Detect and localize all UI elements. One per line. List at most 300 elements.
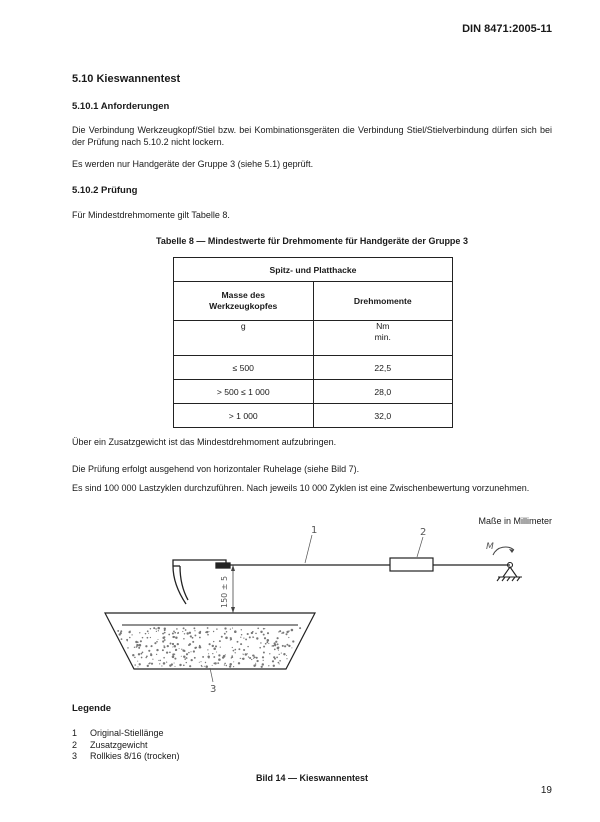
gravel-dot [255, 663, 256, 664]
gravel-dot [158, 660, 159, 661]
figure-caption: Bild 14 — Kieswannentest [255, 773, 369, 783]
gravel-dot [213, 641, 214, 642]
after-table-paragraph-2: Die Prüfung erfolgt ausgehend von horizontaler Ruhelage (siehe Bild 7). [72, 464, 360, 474]
gravel-dot [207, 634, 209, 636]
gravel-dot [273, 665, 275, 667]
gravel-dot [215, 645, 217, 647]
gravel-dot [190, 651, 191, 652]
gravel-dot [137, 666, 138, 667]
after-table-paragraph-3: Es sind 100 000 Lastzyklen durchzuführen. Nach jeweils 10 000 Zyklen ist eine Zwischenbewertung vorzunehmen. [72, 483, 530, 493]
table-col-mass-header-text: Masse des Werkzeugkopfes [209, 290, 278, 311]
gravel-dot [139, 663, 141, 665]
legend-item-num: 3 [72, 751, 78, 761]
gravel-dot [134, 664, 136, 666]
gravel-dot [277, 643, 279, 645]
gravel-dot [229, 663, 232, 666]
gravel-dot [241, 629, 242, 630]
gravel-dot [263, 660, 264, 661]
gravel-dot [175, 636, 177, 638]
gravel-dot [182, 649, 184, 651]
gravel-dot [214, 662, 216, 664]
gravel-dot [222, 656, 224, 658]
gravel-dot [191, 659, 193, 661]
gravel-dot [201, 665, 202, 666]
subsection-heading-requirements: 5.10.1 Anforderungen [72, 101, 170, 112]
gravel-dot [159, 660, 161, 662]
table-col-torque-unit [313, 321, 453, 356]
legend-item [72, 740, 180, 752]
gravel-dot [183, 656, 185, 658]
section-heading: 5.10 Kieswannentest [72, 73, 181, 85]
gravel-dot [142, 637, 144, 639]
gravel-dot [134, 657, 136, 659]
gravel-dot [145, 633, 147, 635]
gravel-dot [207, 627, 209, 629]
gravel-dot [238, 662, 240, 664]
gravel-dot [233, 661, 234, 662]
gravel-dot [120, 631, 121, 632]
gravel-dot [117, 630, 119, 632]
gravel-dot [181, 656, 182, 657]
gravel-dot [153, 627, 155, 629]
gravel-dot [260, 631, 262, 633]
additional-weight [390, 558, 433, 571]
gravel-dot [142, 651, 144, 653]
gravel-dot [194, 630, 195, 631]
gravel-dot [193, 650, 195, 652]
gravel-dot [231, 655, 232, 656]
table-caption: Tabelle 8 — Mindestwerte für Drehmomente für Handgeräte der Gruppe 3 [156, 236, 468, 246]
table-group-header: Spitz- und Platthacke [174, 258, 453, 282]
gravel-dot [204, 666, 205, 667]
test-paragraph-1: Für Mindestdrehmomente gilt Tabelle 8. [72, 210, 230, 220]
gravel-dot [263, 634, 265, 636]
gravel-dot [288, 637, 289, 638]
gravel-dot [169, 651, 171, 653]
gravel-dot [218, 658, 221, 661]
gravel-dot [263, 628, 265, 630]
gravel-dot [281, 633, 282, 634]
table-row [174, 356, 453, 380]
table-cell-mass: ≤ 500 [174, 356, 314, 380]
gravel-dot [161, 665, 162, 666]
gravel-dot [181, 649, 182, 650]
gravel-dot [141, 657, 143, 659]
gravel-dot [291, 629, 294, 632]
gravel-dot [186, 653, 188, 655]
gravel-dot [268, 665, 269, 666]
gravel-dot [174, 662, 175, 663]
gravel-dot [185, 629, 187, 631]
leader-line-1 [305, 535, 312, 563]
gravel-dot [150, 654, 152, 656]
gravel-dot [233, 650, 235, 652]
gravel-dot [256, 637, 258, 639]
gravel-dot [147, 665, 149, 667]
gravel-tub [105, 613, 315, 669]
gravel-dot [192, 641, 194, 643]
gravel-dot [274, 644, 276, 646]
gravel-dot [213, 648, 216, 651]
gravel-dot [237, 641, 239, 643]
gravel-dot [148, 663, 149, 664]
gravel-dot [145, 657, 147, 659]
gravel-dot [234, 649, 236, 651]
gravel-dot [162, 640, 164, 642]
gravel-dot [179, 648, 180, 649]
gravel-dot [166, 651, 168, 653]
gravel-dot [162, 633, 164, 635]
gravel-dot [260, 642, 261, 643]
gravel-dot [212, 653, 213, 654]
gravel-dot [189, 665, 191, 667]
gravel-dot [209, 643, 211, 645]
gravel-dot [172, 656, 175, 659]
gravel-dot [176, 628, 178, 630]
gravel-dot [264, 628, 265, 629]
gravel-dot [172, 643, 174, 645]
gravel-dot [284, 645, 286, 647]
requirements-paragraph-1: Die Verbindung Werkzeugkopf/Stiel bzw. bei Kombinationsgeräten die Verbindung Stiel/Stielverbindung dürfen sich bei der Prüfung nach 5.10.2 nicht lockern. [72, 125, 552, 148]
gravel-dot [174, 666, 175, 667]
table-cell-mass: > 1 000 [174, 404, 314, 428]
gravel-dot [184, 633, 185, 634]
gravel-dot [279, 660, 281, 662]
gravel-dot [128, 631, 130, 633]
gravel-dot [175, 650, 176, 651]
gravel-dot [177, 643, 179, 645]
gravel-dot [183, 664, 185, 666]
gravel-dot [207, 655, 210, 658]
gravel-dot [243, 638, 244, 639]
gravel-dot [183, 627, 185, 629]
table-col-torque-unit-line2: min. [374, 332, 391, 342]
gravel-dot [282, 645, 284, 647]
gravel-dot [230, 638, 232, 640]
gravel-dot [145, 645, 147, 647]
legend-item-num: 1 [72, 728, 78, 738]
gravel-dot [155, 628, 156, 629]
gravel-dot [202, 656, 204, 658]
gravel-dot [174, 632, 176, 634]
gravel-dot [151, 645, 153, 647]
gravel-dot [216, 628, 217, 629]
gravel-dot [272, 660, 274, 662]
gravel-dot [164, 628, 166, 630]
gravel-dot [212, 665, 213, 666]
gravel-dot [188, 652, 189, 653]
gravel-dot [243, 649, 245, 651]
table-cell-mass: > 500 ≤ 1 000 [174, 380, 314, 404]
gravel-dot [136, 644, 139, 647]
gravel-dot [276, 657, 278, 659]
gravel-dot [148, 633, 149, 634]
gravel-dot [218, 654, 220, 656]
leader-line-3 [210, 668, 213, 682]
gravel-dot [164, 639, 166, 641]
gravel-dot [164, 636, 166, 638]
page-number: 19 [540, 785, 552, 796]
torque-table [173, 257, 453, 428]
gravel-dot [219, 640, 221, 642]
gravel-dot [207, 649, 208, 650]
table-col-torque-header: Drehmomente [313, 282, 453, 321]
gravel-dot [132, 654, 134, 656]
figure-label-3: 3 [210, 684, 217, 695]
gravel-dot [121, 638, 123, 640]
gravel-dot [147, 637, 149, 639]
gravel-dot [226, 631, 228, 633]
gravel-dot [272, 645, 273, 646]
gravel-dot [186, 662, 187, 663]
figure-label-2: 2 [420, 527, 427, 538]
gravel-dot [199, 662, 200, 663]
gravel-dot [140, 640, 142, 642]
gravel-dot [247, 646, 248, 647]
gravel-dot [138, 653, 140, 655]
gravel-dot [230, 628, 231, 629]
gravel-dot [163, 645, 164, 646]
gravel-dot [252, 655, 254, 657]
gravel-dot [224, 633, 226, 635]
gravel-dot [291, 647, 292, 648]
gravel-dot [163, 657, 165, 659]
gravel-dot [174, 658, 176, 660]
table-row [174, 404, 453, 428]
gravel-dot [150, 637, 151, 638]
gravel-dot [261, 666, 263, 668]
gravel-dot [225, 654, 226, 655]
gravel-dot [278, 662, 280, 664]
gravel-dot [147, 630, 149, 632]
gravel-dot [278, 631, 279, 632]
legend-title: Legende [72, 703, 112, 714]
legend-list [72, 728, 180, 763]
gravel-dot [229, 665, 231, 667]
gravel-dot [242, 658, 244, 660]
gravel-dot [164, 632, 166, 634]
gravel-dot [240, 658, 241, 659]
gravel-dot [156, 649, 158, 651]
legend-item [72, 751, 180, 763]
gravel-dot [172, 653, 174, 655]
gravel-dot [255, 633, 257, 635]
gravel-dot [247, 653, 248, 654]
gravel-dot [263, 652, 265, 654]
gravel-dot [253, 664, 255, 666]
gravel-dot [182, 631, 183, 632]
gravel-dot [139, 644, 142, 647]
gravel-dot [279, 654, 280, 655]
gravel-dot [152, 659, 153, 660]
gravel-dot [286, 655, 287, 656]
moment-label: M [486, 542, 494, 552]
gravel-dot [173, 631, 175, 633]
gravel-dot [292, 640, 294, 642]
gravel-dot [199, 646, 201, 648]
gravel-dot [154, 642, 156, 644]
gravel-dot [136, 646, 137, 647]
legend-item [72, 728, 180, 740]
gravel-dot [156, 631, 157, 632]
gravel-dot [253, 658, 254, 659]
gravel-dot [189, 643, 191, 645]
table-row [174, 380, 453, 404]
gravel-dot [224, 663, 226, 665]
gravel-dot [232, 628, 233, 629]
gravel-dot [286, 658, 287, 659]
gravel-dot [200, 631, 202, 633]
dimension-line [231, 565, 235, 613]
gravel-dot [226, 665, 228, 667]
legend-item-text: Rollkies 8/16 (trocken) [90, 751, 180, 761]
table-col-torque-unit-line1: Nm [376, 321, 390, 331]
gravel-dot [156, 641, 158, 643]
gravel-dot [288, 645, 290, 647]
gravel-dot [137, 641, 139, 643]
gravel-dot [277, 637, 279, 639]
gravel-dot [231, 657, 232, 658]
legend-item-text: Original-Stiellänge [90, 728, 164, 738]
gravel-dot [264, 637, 266, 639]
gravel-dot [172, 646, 173, 647]
gravel-dot [192, 637, 194, 639]
gravel-dot [259, 647, 261, 649]
gravel-dot [267, 639, 270, 642]
gravel-dot [235, 652, 236, 653]
gravel-dot [283, 653, 285, 655]
gravel-dot [234, 630, 237, 633]
gravel-dot [159, 663, 160, 664]
gravel-dot [251, 659, 252, 660]
table-cell-torque: 32,0 [313, 404, 453, 428]
gravel-dot [208, 631, 209, 632]
legend-item-text: Zusatzgewicht [90, 739, 148, 750]
gravel-dot [233, 666, 234, 667]
gravel-dot [193, 627, 195, 629]
gravel-dot [262, 663, 264, 665]
gravel-dot [158, 630, 159, 631]
gravel-dot [129, 637, 131, 639]
gravel-dot [221, 636, 223, 638]
gravel-dot [242, 653, 243, 654]
gravel-dot [208, 653, 209, 654]
gravel-dot [213, 656, 215, 658]
gravel-dot [194, 657, 196, 659]
gravel-dot [200, 661, 201, 662]
gravel-dot [190, 636, 191, 637]
gravel-dot [241, 634, 242, 635]
gravel-dot [256, 660, 258, 662]
gravel-dot [220, 647, 221, 648]
gravel-dot [148, 650, 150, 652]
gravel-dot [177, 632, 179, 634]
gravel-dot [225, 637, 228, 640]
gravel-dot [266, 641, 268, 643]
gravel-dot [186, 632, 188, 634]
gravel-dot [252, 631, 253, 632]
table-cell-torque: 28,0 [313, 380, 453, 404]
gravel-dot [139, 632, 140, 633]
gravel-dot [156, 654, 157, 655]
gravel-dot [281, 653, 282, 654]
gravel-dot [232, 647, 233, 648]
gravel-dot [245, 653, 247, 655]
gravel-dot [240, 637, 241, 638]
gravel-dot [213, 631, 214, 632]
table-cell-torque: 22,5 [313, 356, 453, 380]
gravel-dot [151, 663, 153, 665]
gravel-dot [170, 643, 172, 645]
subsection-heading-test: 5.10.2 Prüfung [72, 185, 138, 196]
gravel-dot [267, 632, 269, 634]
gravel-dot [186, 657, 187, 658]
gravel-dot [238, 648, 240, 650]
gravel-dot [257, 627, 259, 629]
requirements-paragraph-2: Es werden nur Handgeräte der Gruppe 3 (siehe 5.1) geprüft. [72, 159, 314, 169]
gravel-dot [262, 656, 264, 658]
gravel-dot [168, 634, 170, 636]
gravel-dot [269, 653, 270, 654]
gravel-dot [299, 627, 301, 629]
gravel-dot [162, 649, 164, 651]
dimension-label: 150 ± 5 [220, 575, 229, 608]
gravel-dot [273, 656, 275, 658]
figure-label-1: 1 [311, 525, 318, 536]
gravel-dot [268, 643, 269, 644]
standard-id: DIN 8471:2005-11 [462, 23, 552, 35]
gravel-dot [252, 636, 253, 637]
gravel-dot [194, 634, 196, 636]
gravel-dot [137, 661, 138, 662]
gravel-dot [150, 628, 151, 629]
gravel-dot [274, 649, 276, 651]
gravel-dot [224, 627, 226, 629]
gravel-dot [205, 662, 206, 663]
gravel-dot [189, 632, 191, 634]
gravel-dot [179, 664, 181, 666]
gravel-dot [174, 636, 176, 638]
gravel-dot [256, 657, 258, 659]
gravel-dot [224, 664, 225, 665]
gravel-dot [286, 631, 288, 633]
gravel-dot [247, 633, 249, 635]
gravel-dot [216, 651, 217, 652]
after-table-paragraph-1: Über ein Zusatzgewicht ist das Mindestdrehmoment aufzubringen. [72, 437, 337, 447]
gravel-dot [138, 647, 140, 649]
gravel-dot [278, 650, 279, 651]
gravel-dot [275, 641, 277, 643]
gravel-dot [279, 663, 280, 664]
gravel-dot [167, 645, 169, 647]
gravel-dot [199, 637, 201, 639]
gravel-dot [263, 646, 265, 648]
legend-item-num: 2 [72, 739, 78, 750]
gravel-tub-test-figure [100, 520, 540, 695]
gravel-dot [212, 645, 214, 647]
table-col-mass-header [174, 282, 314, 321]
gravel-dot [127, 640, 128, 641]
leader-line-2 [417, 537, 423, 557]
gravel-dot [206, 631, 208, 633]
gravel-dot [171, 663, 173, 665]
gravel-dot [277, 647, 280, 650]
gravel-dot [194, 647, 196, 649]
scale-note: Maße in Millimeter [478, 516, 552, 526]
gravel-dot [249, 636, 251, 638]
gravel-dot [184, 658, 186, 660]
gravel-dot [127, 647, 129, 649]
